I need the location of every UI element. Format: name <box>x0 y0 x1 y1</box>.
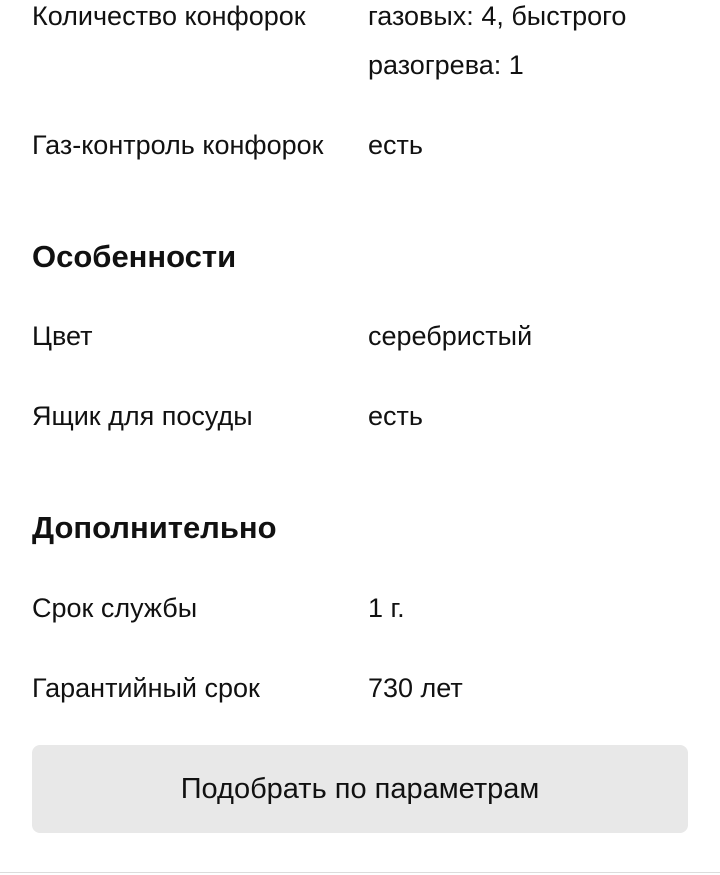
spec-label-color: Цвет <box>32 321 93 351</box>
spec-value-service-life: 1 г. <box>368 593 405 623</box>
spec-label-burners: Количество конфорок <box>32 1 306 31</box>
spec-label-gas-control: Газ-контроль конфорок <box>32 130 324 160</box>
spec-value-burners-line2: разогрева: 1 <box>368 50 524 80</box>
spec-label-service-life: Срок службы <box>32 593 198 623</box>
filter-by-params-button[interactable] <box>32 745 688 833</box>
bottom-divider <box>0 872 720 873</box>
spec-value-gas-control: есть <box>368 130 423 160</box>
section-title-additional: Дополнительно <box>32 510 277 545</box>
spec-value-color: серебристый <box>368 321 533 351</box>
section-title-features: Особенности <box>32 239 237 274</box>
spec-value-burners-line1: газовых: 4, быстрого <box>368 1 627 31</box>
filter-by-params-button-label: Подобрать по параметрам <box>180 772 540 805</box>
spec-value-drawer: есть <box>368 401 423 431</box>
spec-label-drawer: Ящик для посуды <box>32 401 253 431</box>
spec-value-warranty: 730 лет <box>368 673 463 703</box>
spec-label-warranty: Гарантийный срок <box>32 673 260 703</box>
